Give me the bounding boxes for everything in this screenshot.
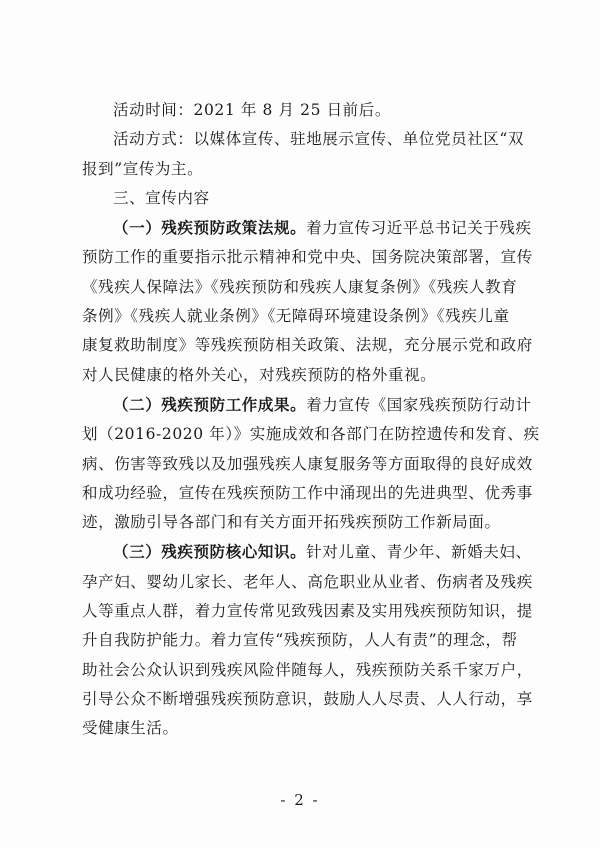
paragraph-line: 孕产妇、婴幼儿家长、老年人、高危职业从业者、伤病者及残疾 bbox=[82, 572, 533, 591]
paragraph-line: 预防工作的重要指示批示精神和党中央、国务院决策部署，宣传 bbox=[82, 248, 533, 267]
paragraph-line: 和成功经验，宣传在残疾预防工作中涌现出的先进典型、优秀事 bbox=[82, 483, 533, 502]
activity-method-line-1: 活动方式：以媒体宣传、驻地展示宣传、单位党员社区“双 bbox=[113, 130, 525, 149]
paragraph-line: 《残疾人保障法》《残疾预防和残疾人康复条例》《残疾人教育 bbox=[82, 277, 518, 296]
paragraph-line bbox=[82, 390, 532, 420]
paragraph-line: 对人民健康的格外关心，对残疾预防的格外重视。 bbox=[82, 365, 437, 384]
subsection-knowledge bbox=[82, 537, 532, 743]
paragraph-line: 助社会公众认识到残疾风险伴随每人，残疾预防关系千家万户， bbox=[82, 660, 533, 679]
paragraph-line bbox=[82, 537, 532, 567]
subsection-title: （二）残疾预防工作成果。 bbox=[113, 394, 307, 414]
paragraph-line: 迹，激励引导各部门和有关方面开拓残疾预防工作新局面。 bbox=[82, 513, 501, 532]
paragraph-line: 引导公众不断增强残疾预防意识，鼓励人人尽责、人人行动，享 bbox=[82, 689, 533, 708]
document-body bbox=[82, 96, 540, 744]
section-heading: 三、宣传内容 bbox=[113, 188, 210, 207]
paragraph-line: 划（2016-2020 年）》实施成效和各部门在防控遗传和发育、疾 bbox=[82, 425, 540, 444]
subsection-title: （一）残疾预防政策法规。 bbox=[113, 218, 307, 238]
paragraph-text: 着力宣传《国家残疾预防行动计 bbox=[306, 395, 532, 414]
paragraph-line: 病、伤害等致残以及加强残疾人康复服务等方面取得的良好成效 bbox=[82, 454, 533, 473]
paragraph-line: 人等重点人群，着力宣传常见致残因素及实用残疾预防知识，提 bbox=[82, 602, 533, 621]
paragraph-line: 升自我防护能力。着力宣传“残疾预防，人人有责”的理念，帮 bbox=[82, 631, 518, 650]
activity-time-line: 活动时间：2021 年 8 月 25 日前后。 bbox=[113, 101, 391, 119]
paragraph-line: 条例》《残疾人就业条例》《无障碍环境建设条例》《残疾儿童 bbox=[82, 307, 510, 326]
page-number: - 2 - bbox=[280, 791, 320, 809]
subsection-achievements bbox=[82, 390, 540, 537]
subsection-policy bbox=[82, 213, 532, 390]
paragraph-line: 康复救助制度》等残疾预防相关政策、法规，充分展示党和政府 bbox=[82, 336, 533, 355]
paragraph-text: 着力宣传习近平总书记关于残疾 bbox=[306, 219, 532, 238]
paragraph-line: 受健康生活。 bbox=[82, 719, 179, 738]
paragraph-text: 针对儿童、青少年、新婚夫妇、 bbox=[306, 543, 532, 562]
paragraph-line bbox=[82, 213, 532, 243]
subsection-title: （三）残疾预防核心知识。 bbox=[113, 542, 307, 562]
activity-method-line-2: 报到”宣传为主。 bbox=[82, 159, 204, 178]
